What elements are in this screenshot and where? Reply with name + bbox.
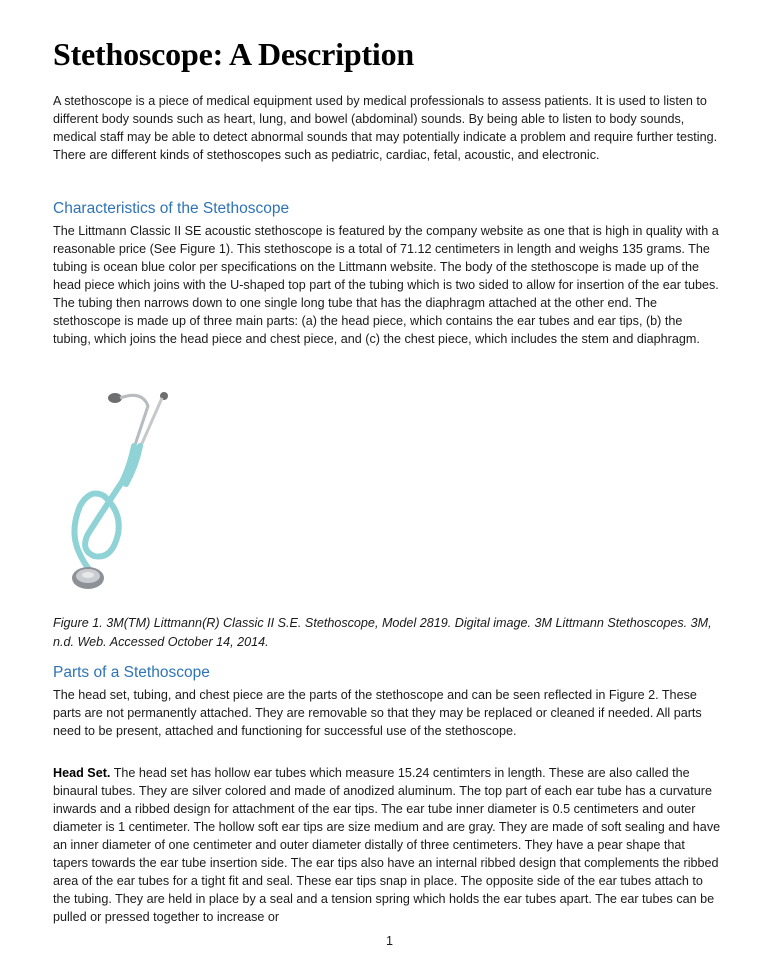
intro-paragraph: A stethoscope is a piece of medical equipment used by medical professionals to assess patients. It is used to listen to different body sounds such as heart, lung, and bowel (abdominal) sounds. By being able to listen to body sounds, medical staff may be able to detect abnormal sounds that may potentially indicate a problem and require further testing. There are different kinds of stethoscopes such as pediatric, cardiac, fetal, acoustic, and electronic. bbox=[53, 94, 718, 162]
section-heading-characteristics: Characteristics of the Stethoscope bbox=[53, 200, 290, 217]
stethoscope-figure bbox=[60, 384, 180, 602]
tubing bbox=[74, 446, 134, 570]
document-title: Stethoscope: A Description bbox=[53, 36, 415, 72]
characteristics-paragraph: The Littmann Classic II SE acoustic stethoscope is featured by the company website as one that is high in quality with a reasonable price (See Figure 1). This stethoscope is a total of 71.12 centimeters in length and weighs 135 grams. The tubing is ocean blue color per specifications on the Littmann website. The body of the stethoscope is made up of the head piece which joins with the U-shaped top part of the tubing which is two sided to allow for insertion of the ear tubes. The tubing then narrows down to one single long tube that has the diaphragm attached at the other end. The stethoscope is made up of three main parts: (a) the head piece, which contains the ear tubes and ear tips, (b) the tubing, which joins the head piece and chest piece, and (c) the chest piece, which includes the stem and diaphragm. bbox=[53, 224, 719, 346]
section-heading-parts: Parts of a Stethoscope bbox=[53, 664, 210, 681]
parts-paragraph: The head set, tubing, and chest piece are the parts of the stethoscope and can be seen reflected in Figure 2. These parts are not permanently attached. They are removable so that they may be replaced or cleaned if needed. All parts need to be present, attached and functioning for successful use of the stethoscope. bbox=[53, 688, 702, 738]
head-set-paragraph bbox=[53, 764, 723, 926]
stethoscope-image bbox=[60, 384, 180, 602]
head-set-text: The head set has hollow ear tubes which measure 15.24 centimters in length. These are also called the binaural tubes. They are silver colored and made of anodized aluminum. The top part of each ear tube has a curvature inwards and a ribbed design for attachment of the ear tips. The ear tube inner diameter is 0.5 centimeters and outer diameter is 1 centimeter. The hollow soft ear tips are size medium and are gray. They are made of soft sealing and have an inner diameter of one centimeter and outer diameter distally of three centimeters. They have a pear shape that tapers towards the ear tube insertion side. The ear tips also have an internal ribbed design that complements the ribbed area of the ear tubes for a tight fit and seal. These ear tips snap in place. The opposite side of the ear tubes attach to the tubing. They are held in place by a seal and a tension spring which holds the ear tubes apart. The ear tubes can be pulled or pressed together to increase or bbox=[53, 766, 721, 924]
page-number: 1 bbox=[385, 934, 393, 948]
figure-caption: Figure 1. 3M(TM) Littmann(R) Classic II S.E. Stethoscope, Model 2819. Digital image. 3M Littmann Stethoscopes. 3M, n.d. Web. Accessed October 14, 2014. bbox=[53, 616, 712, 649]
ear-tip-left bbox=[108, 393, 122, 403]
head-set-label: Head Set. bbox=[53, 766, 111, 780]
